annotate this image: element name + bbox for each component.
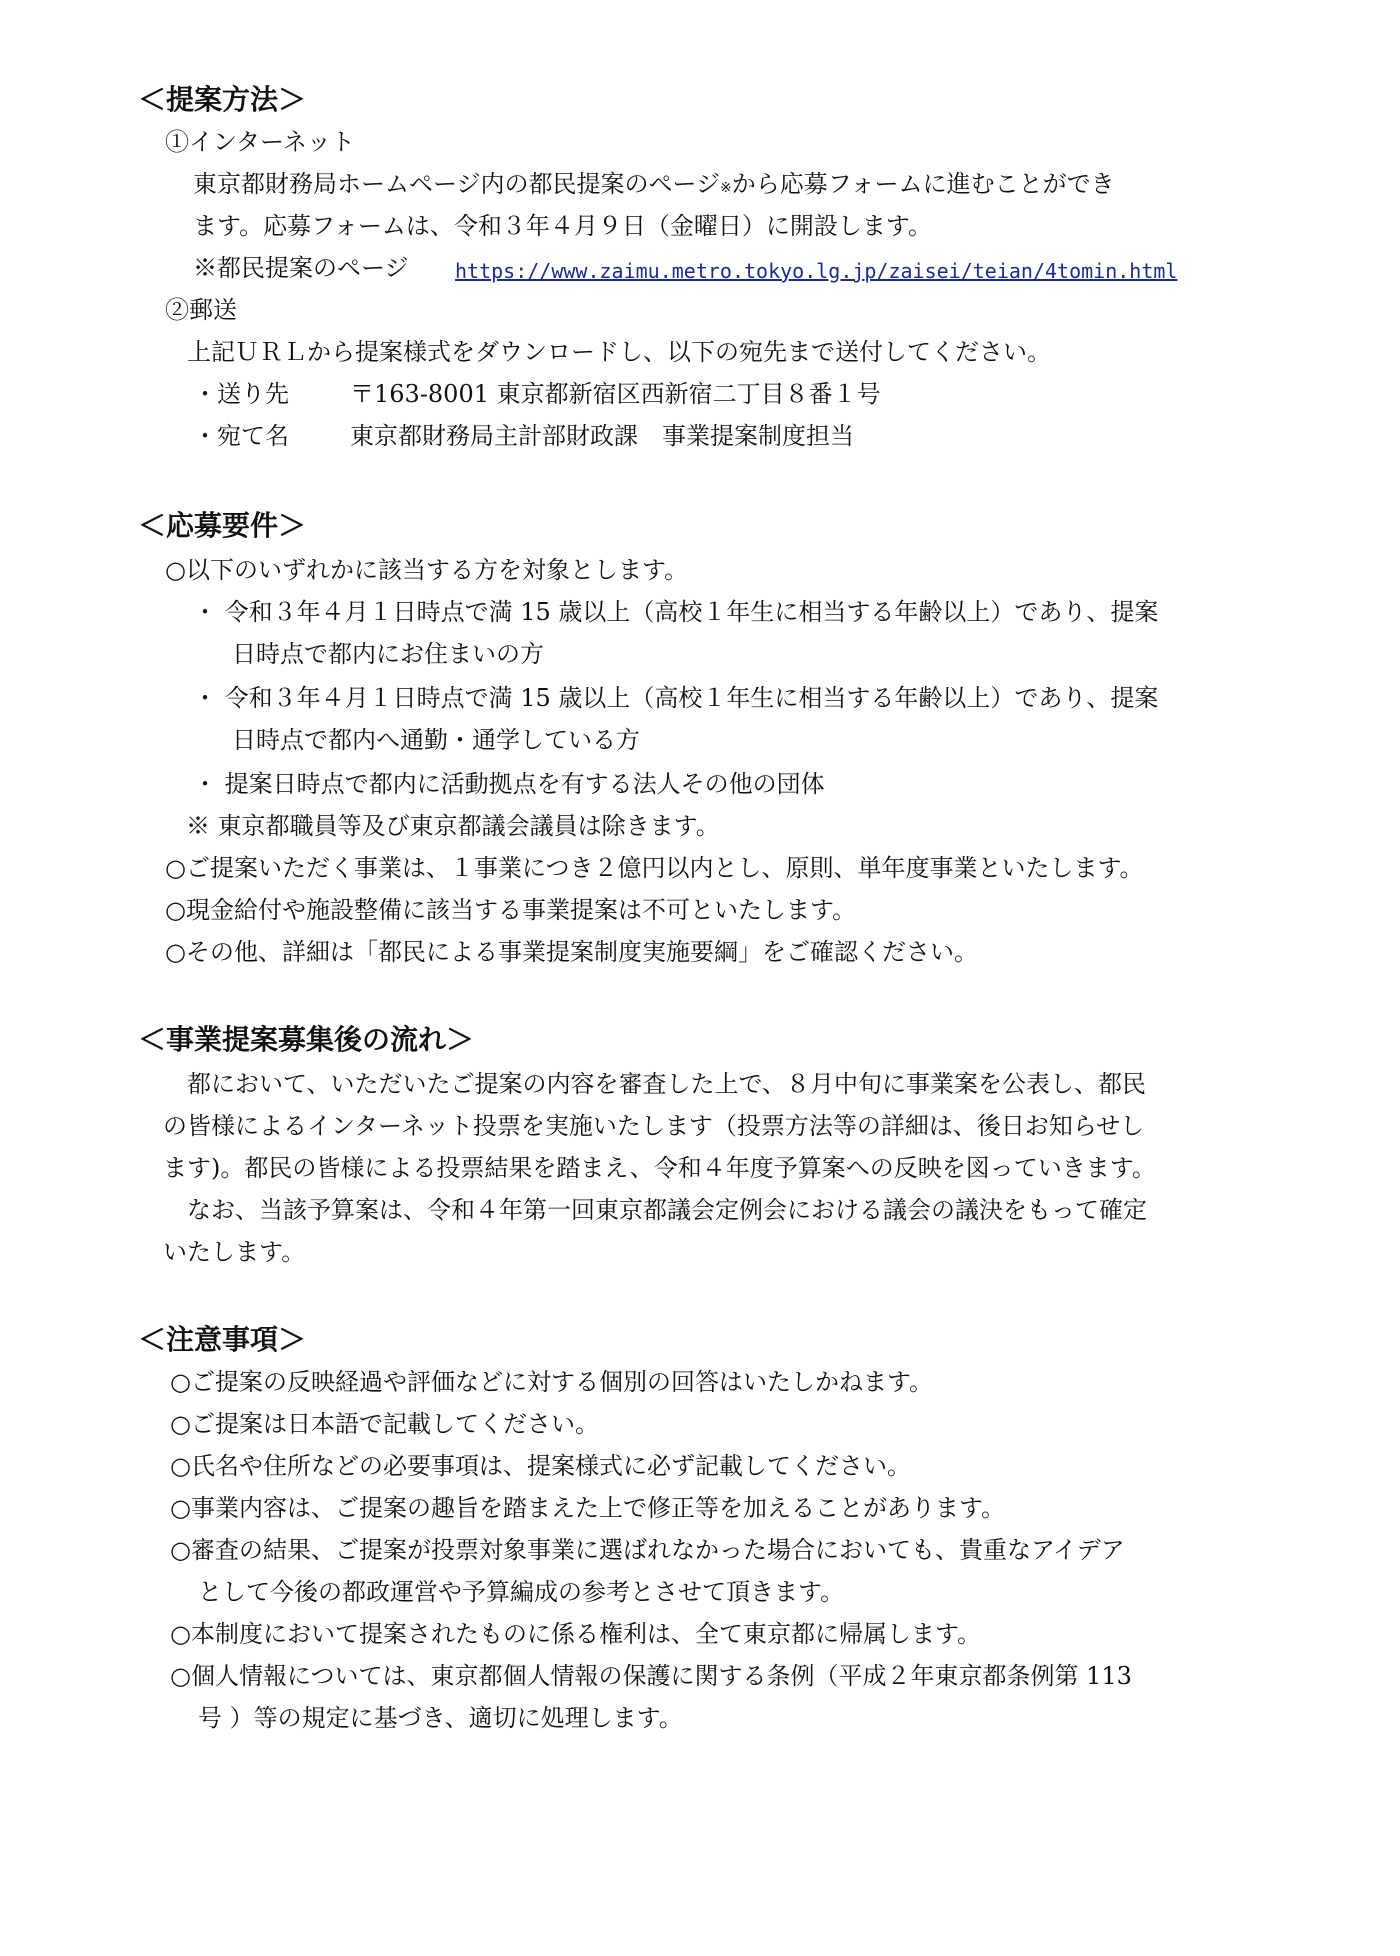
addressee-value: 東京都財務局主計部財政課 事業提案制度担当: [350, 422, 854, 450]
requirement-1-line-2: 日時点で都内にお住まいの方: [232, 640, 544, 668]
internet-line-1b: から応募フォームに進むことができ: [731, 170, 1115, 198]
note-3: ○氏名や住所などの必要事項は、提案様式に必ず記載してください。: [170, 1452, 911, 1480]
requirement-2-line-1: ・ 令和３年４月１日時点で満 15 歳以上（高校１年生に相当する年齢以上）であり、提案: [193, 684, 1159, 712]
page-note-label: ※都民提案のページ: [193, 254, 409, 282]
internet-title: ①インターネット: [165, 128, 355, 156]
flow-line-1: 都において、いただいたご提案の内容を審査した上で、８月中旬に事業案を公表し、都民: [187, 1070, 1147, 1098]
note-7-line-1: ○個人情報については、東京都個人情報の保護に関する条例（平成２年東京都条例第 113: [170, 1662, 1132, 1690]
note-7-line-2: 号 ）等の規定に基づき、適切に処理します。: [198, 1704, 683, 1732]
flow-line-3: ます)。都民の皆様による投票結果を踏まえ、令和４年度予算案への反映を図っていきます。: [163, 1154, 1156, 1182]
requirements-point-3: ○その他、詳細は「都民による事業提案制度実施要綱」をご確認ください。: [165, 938, 978, 966]
send-to-label: ・送り先: [193, 380, 289, 408]
requirements-point-1: ○ご提案いただく事業は、１事業につき２億円以内とし、原則、単年度事業といたします。: [165, 854, 1144, 882]
heading-notes: ＜注意事項＞: [138, 1323, 307, 1356]
requirements-exclusion-note: ※ 東京都職員等及び東京都議会議員は除きます。: [186, 812, 720, 840]
teian-page-link[interactable]: https://www.zaimu.metro.tokyo.lg.jp/zaisei/teian/4tomin.html: [455, 259, 1178, 283]
requirement-1-line-1: ・ 令和３年４月１日時点で満 15 歳以上（高校１年生に相当する年齢以上）であり、提案: [193, 598, 1159, 626]
mail-line: 上記ＵＲＬから提案様式をダウンロードし、以下の宛先まで送付してください。: [187, 338, 1051, 366]
requirements-intro: ○以下のいずれかに該当する方を対象とします。: [165, 556, 689, 584]
heading-flow: ＜事業提案募集後の流れ＞: [138, 1023, 475, 1056]
flow-line-4: なお、当該予算案は、令和４年第一回東京都議会定例会における議会の議決をもって確定: [187, 1196, 1147, 1224]
internet-line-1: [193, 166, 1115, 206]
send-to-value: 〒163-8001 東京都新宿区西新宿二丁目８番１号: [350, 380, 881, 408]
internet-mark: ※: [720, 180, 732, 196]
heading-method: ＜提案方法＞: [138, 83, 307, 116]
mail-title: ②郵送: [165, 296, 237, 324]
note-5-line-1: ○審査の結果、ご提案が投票対象事業に選ばれなかった場合においても、貴重なアイデア: [170, 1536, 1125, 1564]
note-4: ○事業内容は、ご提案の趣旨を踏まえた上で修正等を加えることがあります。: [170, 1494, 1006, 1522]
heading-requirements: ＜応募要件＞: [138, 509, 307, 542]
addressee-label: ・宛て名: [193, 422, 289, 450]
note-1: ○ご提案の反映経過や評価などに対する個別の回答はいたしかねます。: [170, 1368, 934, 1396]
requirements-point-2: ○現金給付や施設整備に該当する事業提案は不可といたします。: [165, 896, 857, 924]
note-5-line-2: として今後の都政運営や予算編成の参考とさせて頂きます。: [198, 1578, 845, 1606]
flow-line-5: いたします。: [163, 1238, 306, 1266]
internet-line-2: ます。応募フォームは、令和３年４月９日（金曜日）に開設します。: [193, 212, 932, 240]
requirement-3: ・ 提案日時点で都内に活動拠点を有する法人その他の団体: [193, 770, 825, 798]
internet-line-1a: 東京都財務局ホームページ内の都民提案のページ: [193, 170, 721, 198]
note-2: ○ご提案は日本語で記載してください。: [170, 1410, 599, 1438]
note-6: ○本制度において提案されたものに係る権利は、全て東京都に帰属します。: [170, 1620, 982, 1648]
requirement-2-line-2: 日時点で都内へ通勤・通学している方: [232, 726, 640, 754]
flow-line-2: の皆様によるインターネット投票を実施いたします（投票方法等の詳細は、後日お知らせし: [163, 1112, 1145, 1140]
